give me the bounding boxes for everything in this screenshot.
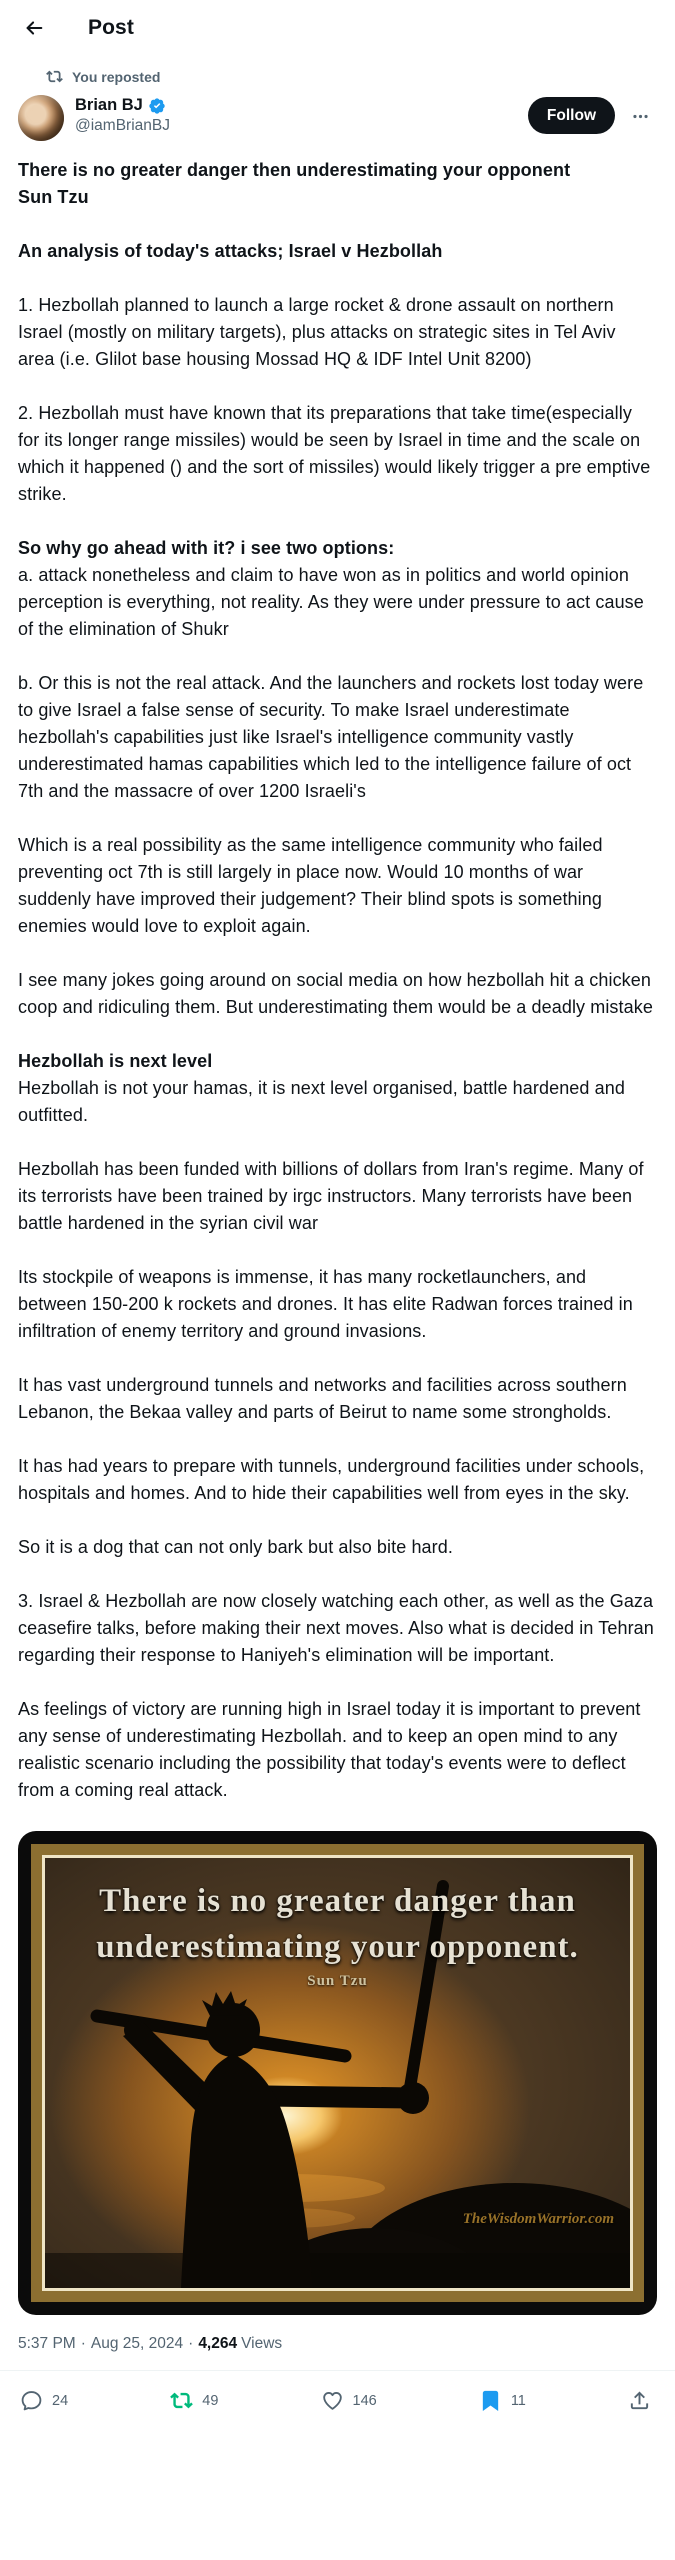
top-bar: [0, 0, 675, 56]
back-icon[interactable]: [16, 10, 52, 46]
repost-banner-label: You reposted: [72, 68, 161, 85]
reply-count: 24: [52, 2392, 69, 2409]
post-meta: 5:37 PM · Aug 25, 2024 · 4,264 Views: [18, 2335, 283, 2352]
post-time: 5:37 PM: [18, 2335, 76, 2352]
author-display-name: Brian BJ: [75, 96, 143, 114]
repost-banner: [0, 56, 675, 87]
post-paragraph: It has had years to prepare with tunnels, underground facilities under schools, hospitals and homes. And to hide their capabilities well from eyes in the sky.: [18, 1456, 645, 1503]
post-image[interactable]: [18, 1831, 657, 2315]
more-options-icon[interactable]: [623, 99, 657, 133]
page-title: Post: [88, 16, 134, 39]
bookmark-icon: [479, 2389, 502, 2412]
post-paragraph: 2. Hezbollah must have known that its preparations that take time(especially for its longer range missiles) would be seen by Israel in time and the scale on which it happened () and the sort of missiles) would likely trigger a pre emptive strike.: [18, 403, 651, 504]
post-paragraph: Which is a real possibility as the same intelligence community who failed preventing oct 7th is still largely in place now. Would 10 months of war suddenly have improved their judgement? Their blind spots is something enemies would love to exploit again.: [18, 835, 603, 936]
watermark-text: TheWisdomWarrior.com: [462, 2211, 614, 2227]
post-paragraph: b. Or this is not the real attack. And the launchers and rockets lost today were to give Israel a false sense of security. To make Israel underestimate hezbollah's capabilities just like Israel's intelligence community vastly underestimated hamas capabilities which led to the intelligence failure of oct 7th and the massacre of over 1200 Israeli's: [18, 673, 644, 801]
reply-button[interactable]: [20, 2389, 68, 2412]
post-paragraph: So why go ahead with it? i see two options: a. attack nonetheless and claim to have won as in politics and world opinion perception is everything, not reality. As they were under pressure to act cause of the elimination of Shukr: [18, 538, 644, 639]
post-text: [0, 141, 675, 1804]
post-paragraph: As feelings of victory are running high in Israel today it is important to prevent any sense of underestimating Hezbollah. and to keep an open mind to any realistic scenario including the possibility that today's events were to deflect from a coming real attack.: [18, 1699, 641, 1800]
quote-attribution: Sun Tzu: [307, 1973, 368, 1989]
action-bar: [0, 2371, 675, 2421]
views-label: Views: [241, 2335, 283, 2352]
quote-text-block: [45, 1878, 630, 1990]
post-paragraph: Hezbollah has been funded with billions of dollars from Iran's regime. Many of its terrorists have been trained by irgc instructors. Many terrorists have been battle hardened in the syrian civil war: [18, 1159, 644, 1233]
like-icon: [321, 2389, 344, 2412]
image-gold-frame: [31, 1844, 644, 2302]
quote-line-1: There is no greater danger than: [99, 1883, 576, 1919]
like-button[interactable]: [321, 2389, 377, 2412]
bookmark-button[interactable]: [479, 2389, 526, 2412]
verified-badge-icon: [148, 97, 166, 115]
post-paragraph: 1. Hezbollah planned to launch a large rocket & drone assault on northern Israel (mostly on military targets), plus attacks on strategic sites in Tel Aviv area (i.e. Glilot base housing Mossad HQ & IDF Intel Unit 8200): [18, 295, 616, 369]
author-names: [75, 95, 170, 135]
post-paragraph: So it is a dog that can not only bark but also bite hard.: [18, 1537, 453, 1557]
author-row: [0, 87, 675, 141]
quote-line-2: underestimating your opponent.: [96, 1929, 579, 1965]
share-icon: [628, 2389, 651, 2412]
share-button[interactable]: [628, 2389, 651, 2412]
sunset-photo: [45, 1858, 630, 2288]
repost-icon: [46, 68, 63, 85]
repost-icon: [170, 2389, 193, 2412]
follow-button[interactable]: Follow: [528, 97, 615, 134]
reply-icon: [20, 2389, 43, 2412]
repost-button[interactable]: [170, 2389, 218, 2412]
author-handle[interactable]: @iamBrianBJ: [75, 117, 170, 134]
views-count: 4,264: [198, 2335, 238, 2352]
post-paragraph: There is no greater danger then underestimating your opponent Sun Tzu: [18, 160, 571, 207]
post-date: Aug 25, 2024: [90, 2335, 184, 2352]
author-name-line[interactable]: [75, 96, 170, 115]
like-count: 146: [352, 2392, 377, 2409]
post-paragraph: I see many jokes going around on social media on how hezbollah hit a chicken coop and ridiculing them. But underestimating them would be a deadly mistake: [18, 970, 653, 1017]
post-paragraph: Hezbollah is next level Hezbollah is not your hamas, it is next level organised, battle hardened and outfitted.: [18, 1051, 625, 1125]
bookmark-count: 11: [510, 2392, 526, 2409]
post-paragraph: Its stockpile of weapons is immense, it has many rocketlaunchers, and between 150-200 k rockets and drones. It has elite Radwan forces trained in infiltration of enemy territory and ground invasions.: [18, 1267, 633, 1341]
post-paragraph: It has vast underground tunnels and networks and facilities across southern Lebanon, the Bekaa valley and parts of Beirut to name some strongholds.: [18, 1375, 627, 1422]
post-paragraph: An analysis of today's attacks; Israel v Hezbollah: [18, 241, 443, 261]
avatar[interactable]: [18, 95, 64, 141]
post-paragraph: 3. Israel & Hezbollah are now closely watching each other, as well as the Gaza ceasefire talks, before making their next moves. Also what is decided in Tehran regarding their response to Haniyeh's elimination will be important.: [18, 1591, 654, 1665]
repost-count: 49: [202, 2392, 219, 2409]
